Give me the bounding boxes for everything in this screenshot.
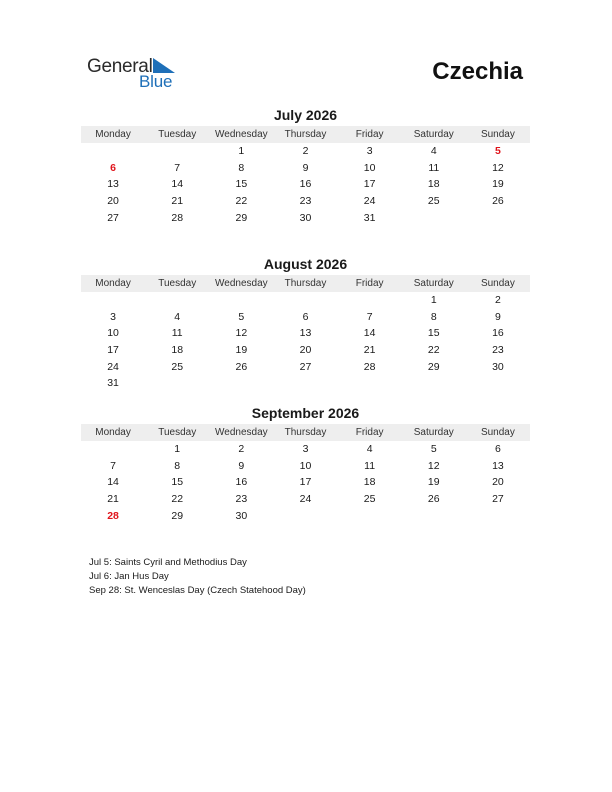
weekday-label: Wednesday	[215, 278, 268, 289]
weekday-label: Sunday	[480, 278, 515, 289]
weekday-header	[81, 275, 530, 292]
weekday-label: Monday	[95, 129, 131, 140]
day-cell: 1	[430, 294, 437, 307]
week-row	[81, 441, 530, 458]
week-row	[81, 325, 530, 342]
day-cell: 20	[299, 344, 312, 357]
day-cell: 5	[430, 443, 437, 456]
day-cell: 26	[427, 493, 440, 506]
week-row	[81, 507, 530, 524]
day-cell: 20	[492, 476, 504, 489]
day-cell: 22	[235, 195, 248, 208]
day-cell: 9	[494, 310, 501, 323]
day-cell: 26	[492, 195, 504, 208]
holiday-note: Jul 6: Jan Hus Day	[89, 571, 169, 582]
day-cell: 21	[363, 344, 376, 357]
day-cell: 28	[107, 509, 119, 522]
holiday-note: Jul 5: Saints Cyril and Methodius Day	[89, 557, 247, 568]
weekday-label: Saturday	[413, 278, 454, 289]
day-cell: 7	[110, 459, 116, 472]
week-row	[81, 176, 530, 193]
month-title: July 2026	[273, 107, 338, 123]
week-row	[81, 375, 530, 392]
day-cell: 11	[364, 459, 376, 472]
day-cell: 16	[299, 178, 312, 191]
day-cell: 8	[174, 459, 181, 472]
day-cell: 17	[299, 476, 312, 489]
day-cell: 22	[427, 344, 440, 357]
day-cell: 25	[363, 493, 376, 506]
day-cell: 11	[171, 327, 183, 340]
day-cell: 9	[302, 161, 309, 174]
weekday-label: Thursday	[284, 129, 327, 140]
weekday-label: Monday	[95, 427, 131, 438]
day-cell: 14	[171, 178, 184, 191]
week-row	[81, 342, 530, 359]
day-cell: 18	[363, 476, 376, 489]
day-cell: 9	[238, 459, 245, 472]
day-cell: 18	[171, 344, 184, 357]
day-cell: 10	[107, 327, 119, 340]
weekday-label: Friday	[355, 278, 384, 289]
day-cell: 6	[302, 310, 309, 323]
logo-word-blue: Blue	[139, 72, 173, 91]
day-cell: 15	[235, 178, 248, 191]
weekday-label: Friday	[355, 129, 384, 140]
weekday-label: Thursday	[284, 427, 327, 438]
month-title: September 2026	[251, 405, 360, 421]
day-cell: 22	[171, 493, 184, 506]
day-cell: 28	[171, 211, 184, 224]
day-cell: 14	[107, 476, 119, 489]
day-cell: 13	[492, 459, 504, 472]
month-title: August 2026	[263, 256, 348, 272]
day-cell: 3	[302, 443, 309, 456]
day-cell: 25	[171, 360, 184, 373]
day-cell: 17	[107, 344, 119, 357]
day-cell: 30	[235, 509, 248, 522]
day-cell: 10	[299, 459, 312, 472]
day-cell: 7	[174, 161, 181, 174]
day-cell: 5	[238, 310, 245, 323]
day-cell: 5	[494, 145, 501, 158]
weekday-label: Sunday	[480, 427, 515, 438]
day-cell: 27	[107, 211, 119, 224]
weekday-label: Saturday	[413, 129, 454, 140]
weekday-label: Saturday	[413, 427, 454, 438]
day-cell: 23	[235, 493, 248, 506]
day-cell: 7	[366, 310, 373, 323]
day-cell: 27	[492, 493, 504, 506]
day-cell: 2	[238, 443, 245, 456]
day-cell: 6	[494, 443, 501, 456]
day-cell: 6	[110, 161, 116, 174]
generalblue-logo	[87, 56, 187, 92]
day-cell: 24	[107, 360, 119, 373]
week-row	[81, 292, 530, 309]
holiday-note: Sep 28: St. Wenceslas Day (Czech Statehood Day)	[89, 585, 306, 596]
day-cell: 24	[363, 195, 376, 208]
day-cell: 1	[174, 443, 181, 456]
day-cell: 19	[427, 476, 440, 489]
day-cell: 10	[363, 161, 376, 174]
weekday-label: Tuesday	[158, 129, 197, 140]
week-row	[81, 309, 530, 326]
week-row	[81, 458, 530, 475]
day-cell: 26	[235, 360, 248, 373]
day-cell: 4	[174, 310, 181, 323]
week-row	[81, 358, 530, 375]
day-cell: 21	[171, 195, 184, 208]
day-cell: 8	[430, 310, 437, 323]
day-cell: 23	[492, 344, 504, 357]
day-cell: 12	[492, 161, 504, 174]
weekday-label: Tuesday	[158, 278, 197, 289]
day-cell: 16	[235, 476, 248, 489]
day-cell: 3	[366, 145, 373, 158]
weekday-label: Friday	[355, 427, 384, 438]
day-cell: 1	[238, 145, 245, 158]
day-cell: 2	[302, 145, 309, 158]
week-row	[81, 143, 530, 160]
day-cell: 18	[427, 178, 440, 191]
day-cell: 19	[492, 178, 504, 191]
day-cell: 3	[110, 310, 116, 323]
weekday-label: Thursday	[284, 278, 327, 289]
week-row	[81, 491, 530, 508]
day-cell: 28	[363, 360, 376, 373]
day-cell: 15	[427, 327, 440, 340]
month-grid	[81, 441, 530, 524]
day-cell: 31	[107, 377, 119, 390]
month-september	[81, 404, 530, 524]
month-grid	[81, 143, 530, 226]
week-row	[81, 209, 530, 226]
week-row	[81, 474, 530, 491]
week-row	[81, 193, 530, 210]
weekday-label: Tuesday	[158, 427, 197, 438]
day-cell: 4	[430, 145, 437, 158]
day-cell: 4	[366, 443, 373, 456]
day-cell: 30	[299, 211, 312, 224]
day-cell: 11	[428, 161, 440, 174]
day-cell: 25	[427, 195, 440, 208]
day-cell: 12	[427, 459, 440, 472]
weekday-header	[81, 126, 530, 143]
day-cell: 30	[492, 360, 504, 373]
day-cell: 19	[235, 344, 248, 357]
day-cell: 8	[238, 161, 245, 174]
week-row	[81, 160, 530, 177]
day-cell: 21	[107, 493, 119, 506]
day-cell: 31	[363, 211, 376, 224]
weekday-header	[81, 424, 530, 441]
month-august	[81, 255, 530, 392]
day-cell: 29	[427, 360, 440, 373]
weekday-label: Wednesday	[215, 129, 268, 140]
month-july	[81, 106, 530, 226]
weekday-label: Sunday	[480, 129, 515, 140]
day-cell: 24	[299, 493, 312, 506]
day-cell: 2	[494, 294, 501, 307]
day-cell: 16	[492, 327, 504, 340]
day-cell: 29	[171, 509, 184, 522]
day-cell: 20	[107, 195, 119, 208]
day-cell: 27	[299, 360, 312, 373]
weekday-label: Monday	[95, 278, 131, 289]
day-cell: 23	[299, 195, 312, 208]
day-cell: 14	[363, 327, 376, 340]
weekday-label: Wednesday	[215, 427, 268, 438]
day-cell: 15	[171, 476, 184, 489]
day-cell: 13	[107, 178, 119, 191]
holiday-notes	[89, 556, 306, 598]
country-title: Czechia	[432, 58, 523, 85]
day-cell: 17	[363, 178, 376, 191]
day-cell: 12	[235, 327, 248, 340]
day-cell: 13	[299, 327, 312, 340]
logo-word-general: General	[87, 56, 153, 77]
day-cell: 29	[235, 211, 248, 224]
month-grid	[81, 292, 530, 392]
